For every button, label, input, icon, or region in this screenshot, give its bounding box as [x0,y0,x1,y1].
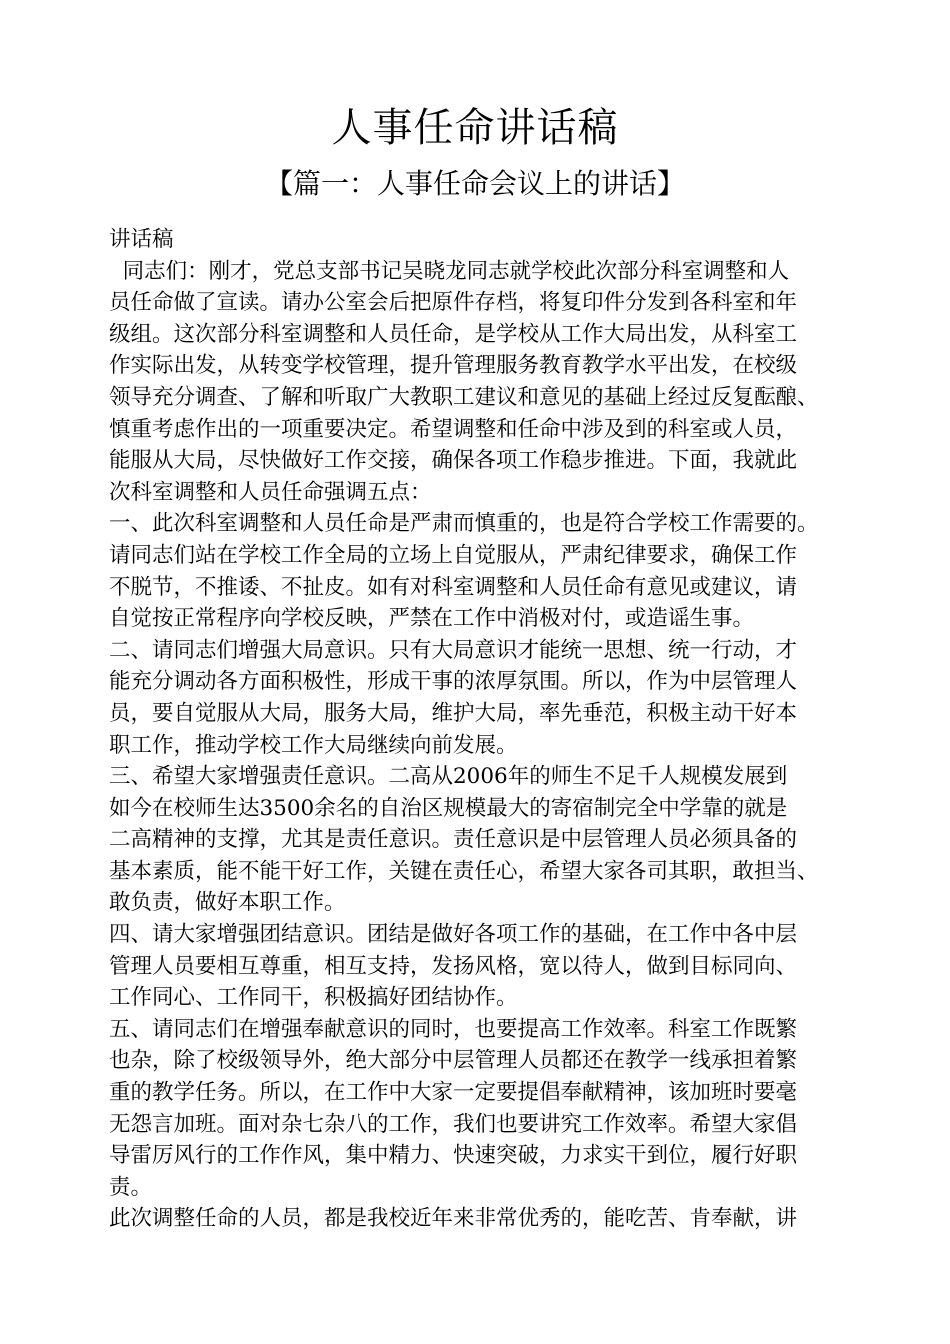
text-line: 慎重考虑作出的一项重要决定。希望调整和任命中涉及到的科室或人员， [109,416,798,442]
text-line: 领导充分调查、了解和听取广大教职工建议和意见的基础上经过反复酝酿、 [109,384,819,410]
text-line: 导雷厉风行的工作作风，集中精力、快速突破，力求实干到位，履行好职 [109,1143,798,1169]
text-line: 五、请同志们在增强奉献意识的同时，也要提高工作效率。科室工作既繁 [109,1016,798,1042]
text-line: 二、请同志们增强大局意识。只有大局意识才能统一思想、统一行动，才 [109,637,798,663]
text-line: 三、希望大家增强责任意识。二高从2006年的师生不足千人规模发展到 [109,764,788,790]
text-line: 无怨言加班。面对杂七杂八的工作，我们也要讲究工作效率。希望大家倡 [109,1111,798,1137]
text-line: 能充分调动各方面积极性，形成干事的浓厚氛围。所以，作为中层管理人 [109,669,798,695]
text-line: 级组。这次部分科室调整和人员任命，是学校从工作大局出发，从科室工 [109,321,798,347]
text-line: 二高精神的支撑，尤其是责任意识。责任意识是中层管理人员必须具备的 [109,827,798,853]
text-line: 次科室调整和人员任命强调五点： [109,479,432,505]
text-line: 四、请大家增强团结意识。团结是做好各项工作的基础，在工作中各中层 [109,922,798,948]
text-line: 此次调整任命的人员，都是我校近年来非常优秀的，能吃苦、肯奉献，讲 [109,1206,798,1232]
text-line: 员，要自觉服从大局，服务大局，维护大局，率先垂范，积极主动干好本 [109,700,798,726]
text-line: 责。 [109,1174,153,1200]
text-line: 一、此次科室调整和人员任命是严肃而慎重的，也是符合学校工作需要的。 [109,511,819,537]
text-line: 如今在校师生达3500余名的自治区规模最大的寄宿制完全中学靠的就是 [109,795,788,821]
text-line: 基本素质，能不能干好工作，关键在责任心，希望大家各司其职，敢担当、 [109,858,819,884]
text-line: 讲话稿 [109,227,174,252]
text-line: 重的教学任务。所以，在工作中大家一定要提倡奉献精神，该加班时要毫 [109,1080,798,1106]
text-line: 员任命做了宣读。请办公室会后把原件存档，将复印件分发到各科室和年 [109,290,798,316]
text-line: 工作同心、工作同干，积极搞好团结协作。 [109,985,518,1011]
text-line: 管理人员要相互尊重，相互支持，发扬风格，宽以待人，做到目标同向、 [109,953,798,979]
text-line: 请同志们站在学校工作全局的立场上自觉服从，严肃纪律要求，确保工作 [109,542,798,568]
text-line: 敢负责，做好本职工作。 [109,890,346,916]
document-subtitle: 【篇一：人事任命会议上的讲话】 [264,167,685,200]
text-line: 自觉按正常程序向学校反映，严禁在工作中消极对付，或造谣生事。 [109,606,755,632]
text-line: 不脱节，不推诿、不扯皮。如有对科室调整和人员任命有意见或建议，请 [109,574,798,600]
text-line: 职工作，推动学校工作大局继续向前发展。 [109,732,518,758]
text-line: 也杂，除了校级领导外，绝大部分中层管理人员都还在教学一线承担着繁 [109,1048,798,1074]
text-line: 同志们：刚才，党总支部书记吴晓龙同志就学校此次部分科室调整和人 [109,258,790,284]
text-line: 能服从大局，尽快做好工作交接，确保各项工作稳步推进。下面，我就此 [109,448,798,474]
text-line: 作实际出发，从转变学校管理，提升管理服务教育教学水平出发，在校级 [109,353,798,379]
document-title: 人事任命讲话稿 [331,105,619,151]
document-body [109,224,879,1235]
